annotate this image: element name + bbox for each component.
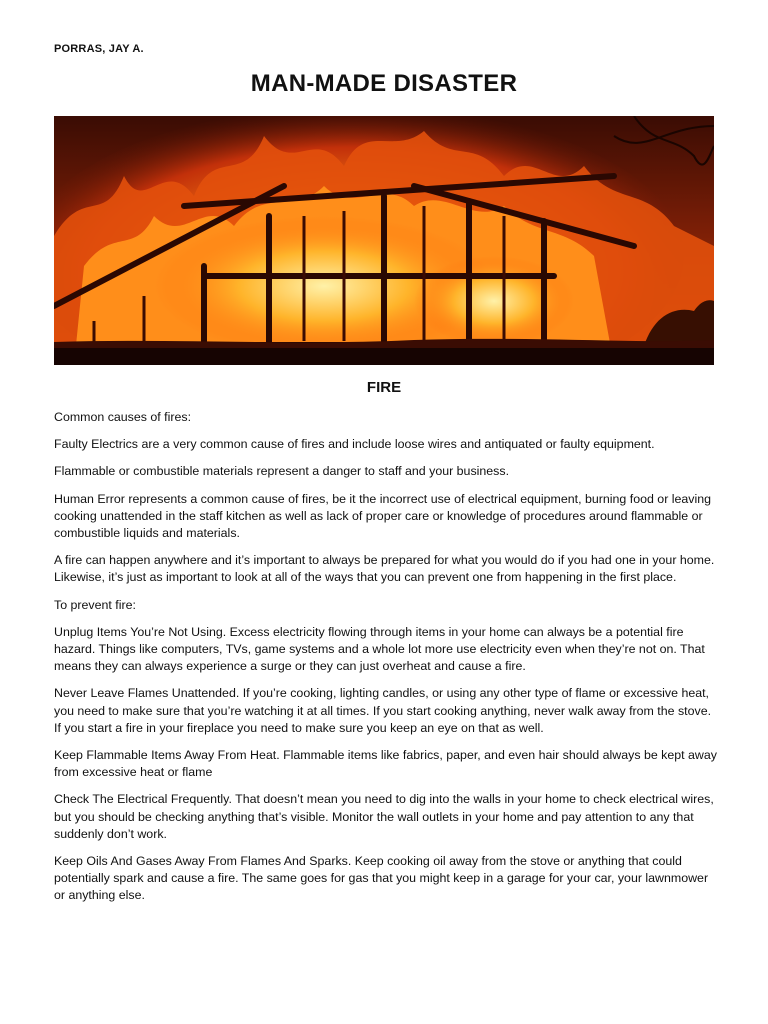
document-body <box>54 409 718 915</box>
paragraph: To prevent fire: <box>54 597 136 612</box>
paragraph: Human Error represents a common cause of fires, be it the incorrect use of electrical equipment, burning food or leaving cooking unattended in the staff kitchen as well as lack of proper care or knowledge of procedures around flammable or combustible liquids and materials. <box>54 491 712 541</box>
paragraph: Common causes of fires: <box>54 410 192 424</box>
burning-house-photo <box>54 116 714 365</box>
paragraph: Keep Flammable Items Away From Heat. Flammable items like fabrics, paper, and even hair should always be kept away from excessive heat or flame <box>54 748 717 780</box>
paragraph: Check The Electrical Frequently. That doesn’t mean you need to dig into the walls in your home to check electrical wires, but you should be checking anything that’s visible. Monitor the wall outlets in your home and pay attention to any that suddenly don’t work. <box>54 792 714 841</box>
paragraph: Never Leave Flames Unattended. If you’re cooking, lighting candles, or using any other type of flame or excessive heat, you need to make sure that you’re watching it at all times. If you start cooking anything, never walk away from the stove. If you start a fire in your fireplace you need to make sure you keep an eye on that as well. <box>54 686 712 735</box>
section-heading: FIRE <box>366 379 402 396</box>
paragraph: Faulty Electrics are a very common cause of fires and include loose wires and antiquated or faulty equipment. <box>54 437 655 452</box>
author-name: PORRAS, JAY A. <box>54 43 144 55</box>
paragraph: Flammable or combustible materials represent a danger to staff and your business. <box>54 464 510 479</box>
paragraph: Keep Oils And Gases Away From Flames And Sparks. Keep cooking oil away from the stove or anything that could potentially spark and cause a fire. The same goes for gas that you might keep in a garage for your car, your lawnmower or anything else. <box>54 854 709 903</box>
page-title: MAN-MADE DISASTER <box>250 70 518 97</box>
paragraph: A fire can happen anywhere and it’s important to always be prepared for what you would do if you had one in your home. Likewise, it’s just as important to look at all of the ways that you can prevent one from happening in the first place. <box>54 553 715 585</box>
paragraph: Unplug Items You’re Not Using. Excess electricity flowing through items in your home can always be a potential fire hazard. Things like computers, TVs, game systems and a whole lot more use electricity even when they’re not on. That means they can always experience a surge or they can just overheat and cause a fire. <box>54 624 705 674</box>
